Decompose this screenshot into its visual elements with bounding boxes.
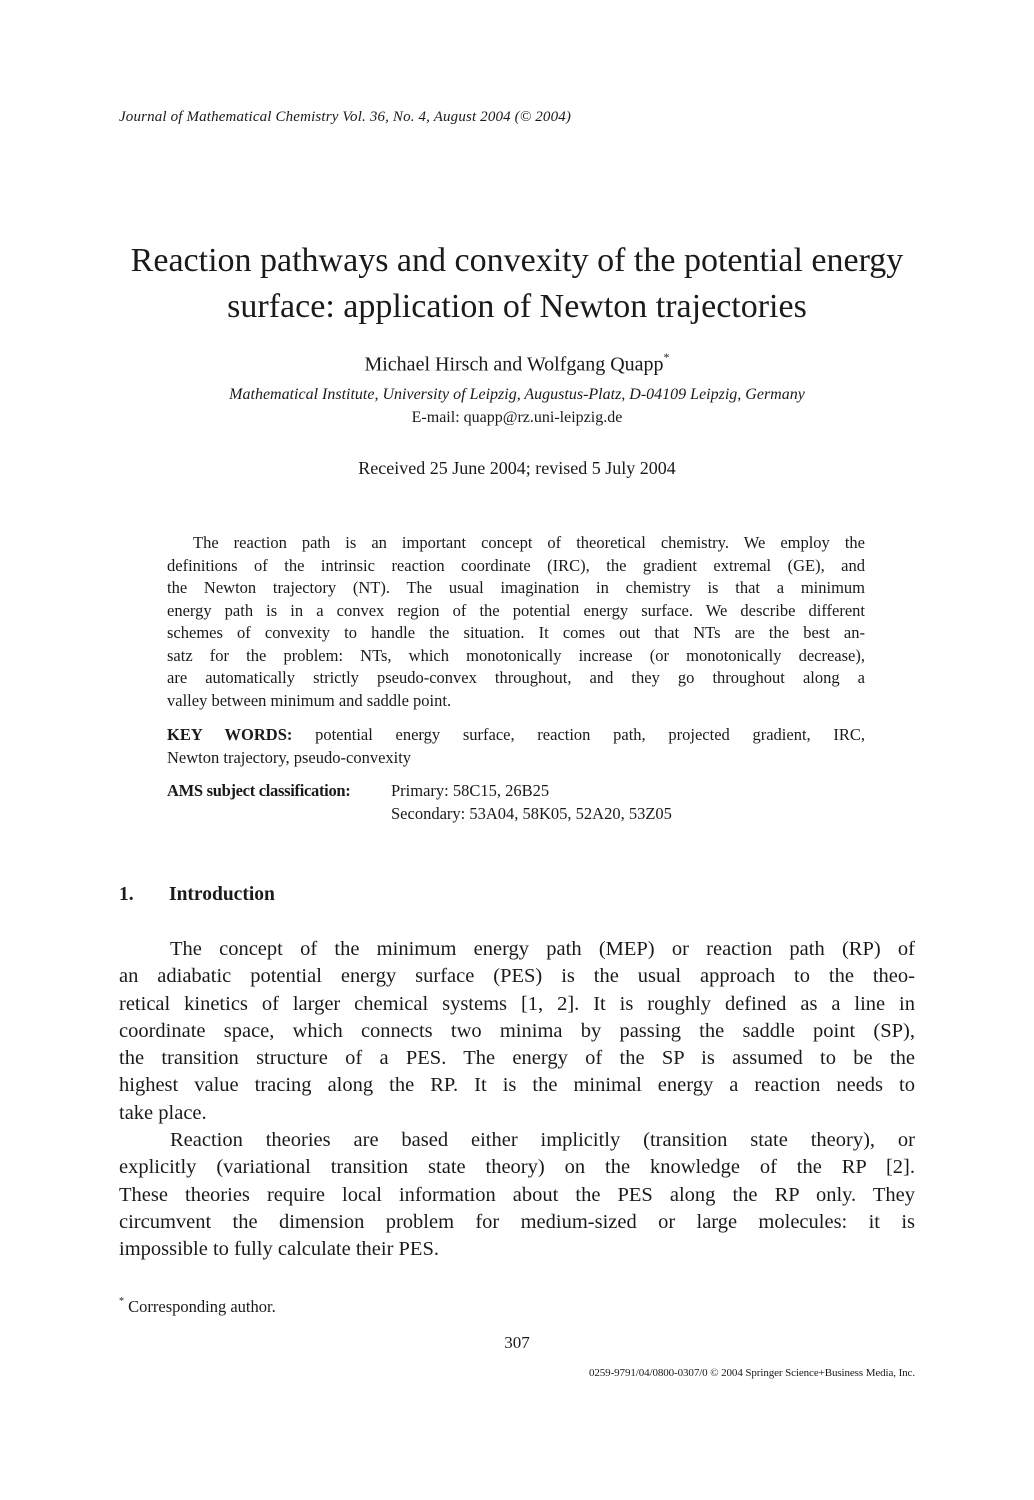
received-dates: Received 25 June 2004; revised 5 July 2004: [358, 458, 676, 478]
affiliation: Mathematical Institute, University of Leipzig, Augustus-Platz, D-04109 Leipzig, Germany: [229, 386, 805, 403]
title-line: surface: application of Newton trajectories: [227, 288, 807, 325]
introduction-body: [119, 936, 915, 1264]
ams-classification-label: AMS subject classification:: [167, 781, 351, 800]
section-title: Introduction: [169, 884, 275, 905]
body-line: highest value tracing along the RP. It is the minimal energy a reaction needs to: [119, 1074, 915, 1097]
body-line: the transition structure of a PES. The energy of the SP is assumed to be the: [119, 1047, 915, 1070]
body-line: Reaction theories are based either implicitly (transition state theory), or: [170, 1129, 915, 1152]
abstract-line: are automatically strictly pseudo-convex throughout, and they go throughout along a: [167, 668, 865, 687]
body-line: retical kinetics of larger chemical systems [1, 2]. It is roughly defined as a line in: [119, 992, 915, 1015]
paper-title: [100, 238, 934, 330]
abstract-line: satz for the problem: NTs, which monotonically increase (or monotonically decrease),: [167, 645, 865, 665]
copyright-line: 0259-9791/04/0800-0307/0 © 2004 Springer Science+Business Media, Inc.: [588, 1367, 915, 1379]
footnote-text: Corresponding author.: [124, 1297, 276, 1316]
keywords-line: Newton trajectory, pseudo-convexity: [167, 747, 412, 767]
ams-primary: Primary: 58C15, 26B25: [391, 781, 550, 800]
abstract-line: valley between minimum and saddle point.: [167, 690, 452, 710]
body-line: circumvent the dimension problem for medium-sized or large molecules: it is: [119, 1210, 915, 1233]
title-line: Reaction pathways and convexity of the potential energy: [130, 242, 904, 279]
abstract-line: The reaction path is an important concept of theoretical chemistry. We employ the: [193, 533, 865, 552]
journal-citation: Journal of Mathematical Chemistry Vol. 36, No. 4, August 2004 (© 2004): [119, 109, 572, 125]
corresponding-author-mark: *: [663, 350, 670, 364]
keywords: [167, 724, 865, 769]
author-names: Michael Hirsch and Wolfgang Quapp: [364, 353, 664, 376]
footnote: [119, 1297, 276, 1317]
section-number: 1.: [119, 884, 134, 905]
body-line: take place.: [119, 1101, 207, 1124]
body-line: coordinate space, which connects two minima by passing the saddle point (SP),: [119, 1019, 915, 1042]
keywords-label: KEY WORDS:: [167, 725, 293, 744]
page-number: 307: [504, 1333, 530, 1352]
ams-secondary: Secondary: 53A04, 58K05, 52A20, 53Z05: [391, 804, 672, 823]
keywords-line: [167, 724, 865, 747]
body-line: These theories require local information about the PES along the RP only. They: [119, 1183, 915, 1206]
author-email[interactable]: E-mail: quapp@rz.uni-leipzig.de: [411, 409, 623, 426]
abstract-line: energy path is in a convex region of the potential energy surface. We describe different: [167, 600, 865, 620]
abstract-line: schemes of convexity to handle the situation. It comes out that NTs are the best an-: [167, 623, 865, 642]
body-line: explicitly (variational transition state theory) on the knowledge of the RP [2].: [119, 1156, 915, 1179]
body-line: The concept of the minimum energy path (MEP) or reaction path (RP) of: [170, 938, 915, 960]
keywords-text: potential energy surface, reaction path, projected gradient, IRC,: [292, 725, 865, 744]
abstract-line: definitions of the intrinsic reaction coordinate (IRC), the gradient extremal (GE), and: [167, 555, 865, 575]
author-list: [100, 352, 934, 377]
body-line: impossible to fully calculate their PES.: [119, 1238, 439, 1261]
body-line: an adiabatic potential energy surface (PES) is the usual approach to the theo-: [119, 965, 915, 988]
abstract: [167, 532, 865, 712]
abstract-line: the Newton trajectory (NT). The usual imagination in chemistry is that a minimum: [167, 578, 865, 597]
footnote-mark: *: [119, 1295, 124, 1307]
section-heading: [119, 884, 275, 906]
